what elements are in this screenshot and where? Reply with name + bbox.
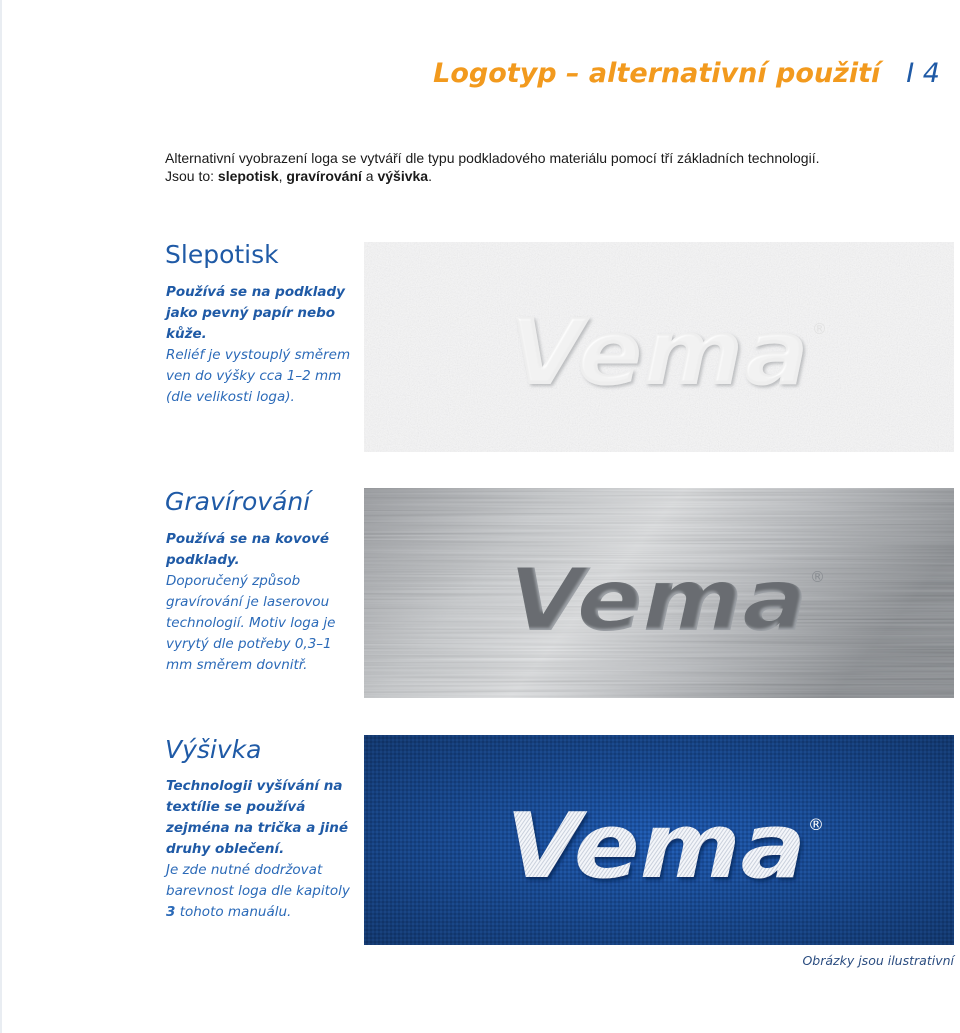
term-gravirovani: gravírování (286, 168, 362, 184)
intro-prefix: Jsou to: (165, 168, 218, 184)
section-text-slepotisk-a: Používá se na podklady jako pevný papír nebo kůže. (166, 284, 345, 342)
page-edge (0, 0, 2, 1033)
term-slepotisk: slepotisk (217, 168, 279, 184)
page-number: I 4 (906, 58, 940, 89)
section-text-vysivka-b1: Je zde nutné dodržovat barevnost loga dle kapitoly (166, 862, 350, 899)
section-text-gravirovani (166, 529, 356, 676)
chapter-number: 3 (166, 904, 176, 920)
section-title-vysivka: Výšivka (165, 735, 262, 764)
section-text-vysivka-b2: tohoto manuálu. (175, 904, 292, 920)
section-text-vysivka-a: Technologii vyšívání na textílie se používá zejména na trička a jiné druhy oblečení. (166, 778, 349, 857)
section-text-vysivka (166, 776, 356, 923)
embroidered-fabric-image (364, 735, 954, 945)
intro-end: . (428, 168, 432, 184)
page-title (0, 54, 960, 94)
section-text-gravirovani-a: Používá se na kovové podklady. (166, 531, 329, 568)
embossed-logo-wordmark: Vema (509, 299, 809, 406)
engraved-logo-wordmark: Vema (510, 551, 808, 651)
section-text-slepotisk-b: Reliéf je vystouplý směrem ven do výšky cca 1–2 mm (dle velikosti loga). (166, 347, 351, 405)
intro-comma: , (278, 168, 287, 184)
embossed-paper-image (364, 242, 954, 452)
section-text-slepotisk (166, 282, 356, 408)
term-vysivka: výšivka (377, 168, 429, 184)
intro-line-1: Alternativní vyobrazení loga se vytváří dle typu podkladového materiálu pomocí tří základních technologií. (165, 150, 820, 166)
section-title-slepotisk: Slepotisk (165, 240, 279, 269)
intro-paragraph (165, 149, 945, 185)
section-title-gravirovani: Gravírování (165, 487, 311, 516)
intro-line-2 (165, 167, 945, 185)
embroidered-logo-registered: ® (808, 815, 824, 834)
section-text-gravirovani-b: Doporučený způsob gravírování je laserovou technologií. Motiv loga je vyrytý dle potřeby 0,3–1 mm směrem dovnitř. (166, 573, 336, 673)
embroidered-logo-wordmark: Vema (506, 794, 806, 899)
engraved-metal-image (364, 488, 954, 698)
illustrative-caption: Obrázky jsou ilustrativní (802, 953, 954, 968)
page-title-text: Logotyp – alternativní použití (433, 58, 881, 89)
engraved-logo-registered: ® (810, 568, 825, 586)
embossed-logo-registered: ® (812, 320, 827, 338)
intro-conj: a (361, 168, 378, 184)
